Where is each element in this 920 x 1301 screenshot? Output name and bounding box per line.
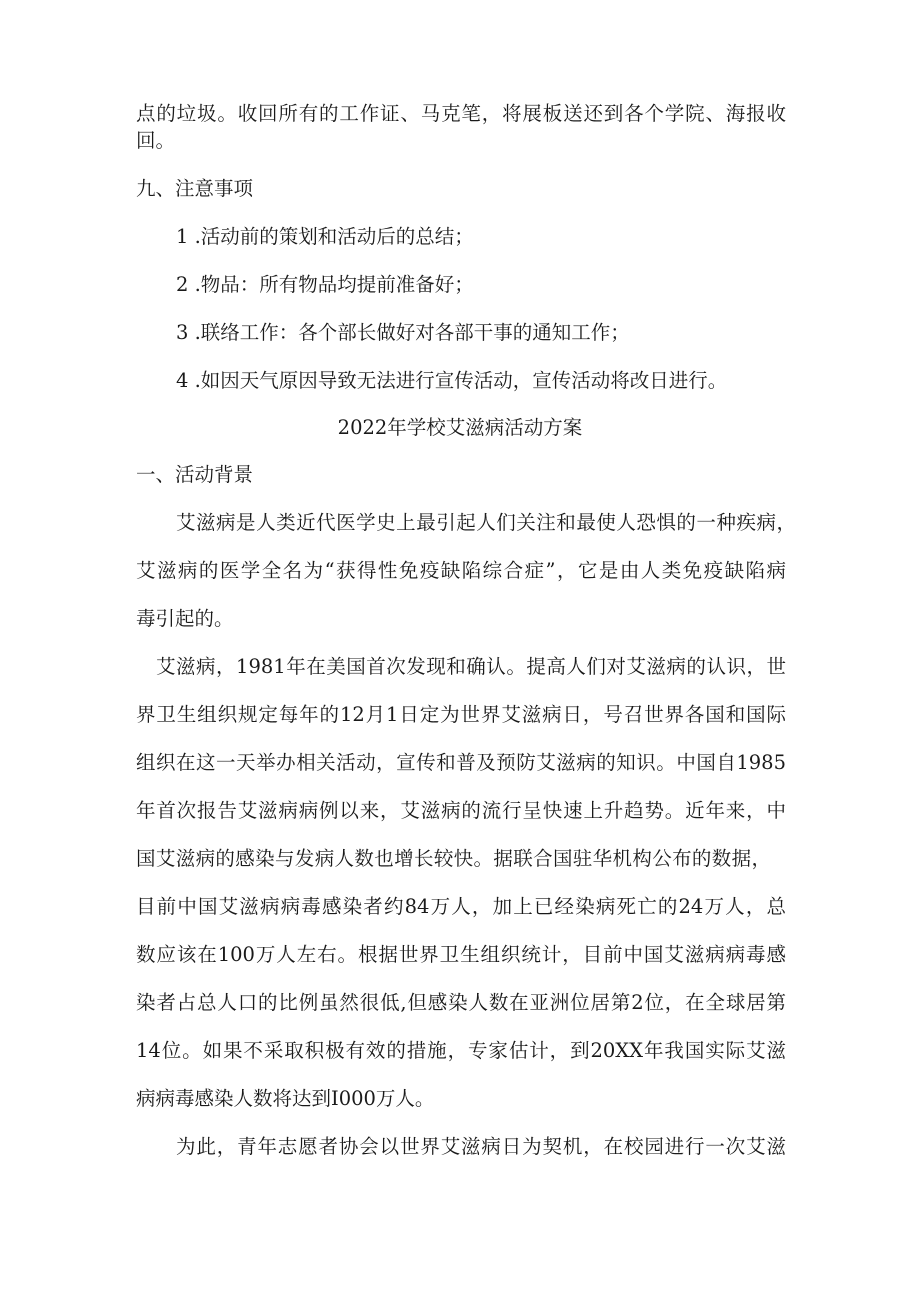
paragraph-2-line-5: 国艾滋病的感染与发病人数也增长较快。据联合国驻华机构公布的数据， <box>136 847 771 870</box>
paragraph-2-line-2: 界卫生组织规定每年的12月1日定为世界艾滋病日，号召世界各国和国际 <box>136 703 786 726</box>
paragraph-2-line-6: 目前中国艾滋病病毒感染者约84万人，加上已经染病死亡的24万人，总 <box>136 895 786 918</box>
notice-item-3: 3 .联络工作：各个部长做好对各部干事的通知工作； <box>176 321 630 344</box>
paragraph-2-line-7: 数应该在100万人左右。根据世界卫生组织统计，目前中国艾滋病病毒感 <box>136 943 786 966</box>
paragraph-1-line-3: 毒引起的。 <box>136 607 234 630</box>
notice-item-4: 4 .如因天气原因导致无法进行宣传活动，宣传活动将改日进行。 <box>176 369 728 392</box>
paragraph-3-line-1: 为此，青年志愿者协会以世界艾滋病日为契机，在校园进行一次艾滋 <box>176 1135 786 1158</box>
paragraph-2-line-10: 病病毒感染人数将达到I000万人。 <box>136 1087 435 1110</box>
paragraph-2-line-9: 14位。如果不采取积极有效的措施，专家估计，到20XX年我国实际艾滋 <box>136 1039 786 1062</box>
paragraph-2-line-3: 组织在这一天举办相关活动，宣传和普及预防艾滋病的知识。中国自1985 <box>136 751 786 774</box>
carryover-line-1: 点的垃圾。收回所有的工作证、马克笔，将展板送还到各个学院、海报收 <box>136 102 786 125</box>
carryover-line-2: 回。 <box>136 129 176 152</box>
paragraph-2-line-4: 年首次报告艾滋病病例以来，艾滋病的流行呈快速上升趋势。近年来，中 <box>136 799 786 822</box>
document-title: 2022年学校艾滋病活动方案 <box>337 416 583 439</box>
paragraph-2-line-8: 染者占总人口的比例虽然很低,但感染人数在亚洲位居第2位，在全球居第 <box>136 991 786 1014</box>
paragraph-2-line-1: 艾滋病，1981年在美国首次发现和确认。提高人们对艾滋病的认识，世 <box>156 655 786 678</box>
paragraph-1-line-1: 艾滋病是人类近代医学史上最引起人们关注和最使人恐惧的一种疾病， <box>176 511 796 534</box>
section-nine-heading: 九、注意事项 <box>136 177 254 200</box>
notice-item-1: 1 .活动前的策划和活动后的总结； <box>176 225 474 248</box>
section-one-heading: 一、活动背景 <box>136 463 254 486</box>
notice-item-2: 2 .物品：所有物品均提前准备好； <box>176 273 474 296</box>
paragraph-1-line-2: 艾滋病的医学全名为“获得性免疫缺陷综合症”，它是由人类免疫缺陷病 <box>136 559 786 582</box>
